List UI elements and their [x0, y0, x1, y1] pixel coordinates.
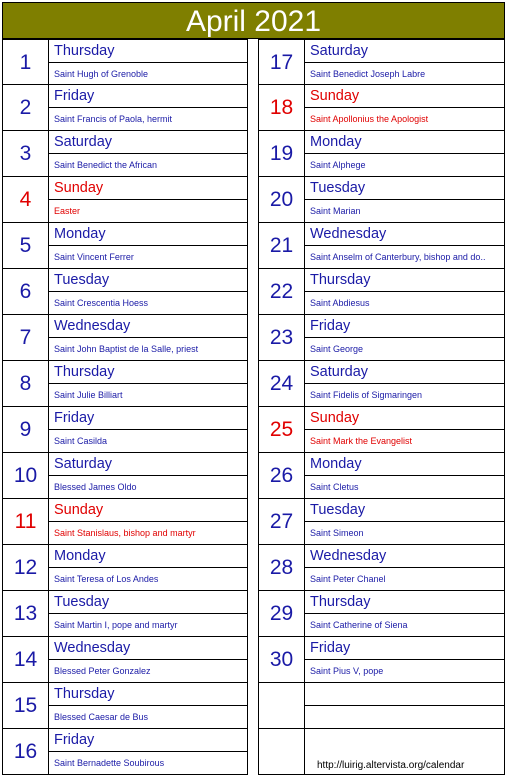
saint-of-day: Saint Benedict Joseph Labre	[310, 69, 426, 79]
weekday-name: Tuesday	[49, 591, 247, 614]
day-row	[258, 361, 505, 407]
saint-of-day: Saint Peter Chanel	[310, 574, 386, 584]
saint-of-day: Saint Cletus	[310, 482, 359, 492]
day-number: 23	[259, 315, 305, 360]
weekday-name	[305, 729, 504, 752]
saint-of-day: Saint Teresa of Los Andes	[54, 574, 159, 584]
weekday-name: Monday	[49, 223, 247, 246]
weekday-name: Sunday	[49, 499, 247, 522]
weekday-name: Saturday	[49, 453, 247, 476]
day-number: 11	[3, 499, 49, 544]
weekday-name: Friday	[305, 637, 504, 660]
day-row	[258, 269, 505, 315]
day-number: 2	[3, 85, 49, 130]
day-row	[2, 499, 248, 545]
day-number: 7	[3, 315, 49, 360]
day-number: 15	[3, 683, 49, 728]
day-row	[258, 223, 505, 269]
weekday-name: Monday	[305, 131, 504, 154]
saint-of-day: Saint Abdiesus	[310, 298, 370, 308]
weekday-name: Wednesday	[305, 223, 504, 246]
weekday-name: Saturday	[49, 131, 247, 154]
day-number: 17	[259, 40, 305, 85]
saint-of-day: Saint Casilda	[54, 436, 108, 446]
saint-of-day: Saint Apollonius the Apologist	[310, 114, 429, 124]
day-number: 20	[259, 177, 305, 222]
day-row	[2, 637, 248, 683]
weekday-name: Tuesday	[305, 177, 504, 200]
day-row	[2, 39, 248, 85]
saint-of-day: Saint Mark the Evangelist	[310, 436, 413, 446]
saint-of-day: Saint John Baptist de la Salle, priest	[54, 344, 199, 354]
weekday-name: Friday	[49, 729, 247, 752]
weekday-name: Thursday	[305, 591, 504, 614]
saint-of-day: Saint George	[310, 344, 364, 354]
weekday-name: Monday	[49, 545, 247, 568]
saint-of-day: Saint Alphege	[310, 160, 366, 170]
day-number: 1	[3, 40, 49, 85]
day-number: 14	[3, 637, 49, 682]
day-row	[258, 177, 505, 223]
day-row	[258, 591, 505, 637]
day-row	[2, 683, 248, 729]
day-number: 6	[3, 269, 49, 314]
right-column	[258, 39, 505, 775]
weekday-name: Tuesday	[305, 499, 504, 522]
saint-of-day: Blessed Caesar de Bus	[54, 712, 149, 722]
weekday-name: Sunday	[49, 177, 247, 200]
saint-of-day: Saint Vincent Ferrer	[54, 252, 134, 262]
day-row	[2, 315, 248, 361]
footer-url: http://luirig.altervista.org/calendar	[317, 760, 465, 771]
day-row	[258, 637, 505, 683]
saint-of-day: Saint Hugh of Grenoble	[54, 69, 149, 79]
saint-of-day: Saint Marian	[310, 206, 361, 216]
day-number: 19	[259, 131, 305, 176]
day-number: 12	[3, 545, 49, 590]
day-number: 27	[259, 499, 305, 544]
day-row	[258, 499, 505, 545]
saint-of-day: Saint Anselm of Canterbury, bishop and do..	[310, 252, 486, 262]
weekday-name	[305, 683, 504, 706]
day-number: 26	[259, 453, 305, 498]
day-number: 10	[3, 453, 49, 498]
day-row	[2, 131, 248, 177]
day-number: 3	[3, 131, 49, 176]
day-number: 18	[259, 85, 305, 130]
day-row	[2, 223, 248, 269]
weekday-name: Tuesday	[49, 269, 247, 292]
day-number: 28	[259, 545, 305, 590]
weekday-name: Friday	[49, 407, 247, 430]
saint-of-day: Blessed Peter Gonzalez	[54, 666, 151, 676]
weekday-name: Saturday	[305, 40, 504, 63]
weekday-name: Wednesday	[305, 545, 504, 568]
weekday-name: Thursday	[49, 361, 247, 384]
saint-of-day: Blessed James Oldo	[54, 482, 137, 492]
day-row	[2, 361, 248, 407]
saint-of-day	[305, 706, 504, 728]
day-row	[2, 177, 248, 223]
weekday-name: Monday	[305, 453, 504, 476]
saint-of-day: Saint Fidelis of Sigmaringen	[310, 390, 423, 400]
day-number: 29	[259, 591, 305, 636]
day-row	[258, 683, 505, 729]
saint-of-day: Saint Stanislaus, bishop and martyr	[54, 528, 196, 538]
day-number: 24	[259, 361, 305, 406]
calendar-title: April 2021	[2, 2, 505, 39]
saint-of-day: Easter	[54, 206, 81, 216]
day-row	[2, 85, 248, 131]
day-number: 8	[3, 361, 49, 406]
day-number: 5	[3, 223, 49, 268]
day-number: 13	[3, 591, 49, 636]
weekday-name: Thursday	[305, 269, 504, 292]
saint-of-day: Saint Benedict the African	[54, 160, 158, 170]
day-row	[258, 453, 505, 499]
weekday-name: Friday	[49, 85, 247, 108]
day-row	[258, 39, 505, 85]
day-number: 30	[259, 637, 305, 682]
day-row	[2, 545, 248, 591]
day-number: 16	[3, 729, 49, 774]
weekday-name: Thursday	[49, 40, 247, 63]
day-row	[258, 545, 505, 591]
day-number: 9	[3, 407, 49, 452]
left-column	[2, 39, 248, 775]
weekday-name: Wednesday	[49, 637, 247, 660]
day-number: 25	[259, 407, 305, 452]
weekday-name: Sunday	[305, 85, 504, 108]
weekday-name: Sunday	[305, 407, 504, 430]
weekday-name: Friday	[305, 315, 504, 338]
day-number: 4	[3, 177, 49, 222]
day-row	[258, 131, 505, 177]
saint-of-day: Saint Martin I, pope and martyr	[54, 620, 178, 630]
day-number: 21	[259, 223, 305, 268]
day-row	[258, 407, 505, 453]
day-row	[2, 453, 248, 499]
day-row	[2, 407, 248, 453]
day-row	[2, 269, 248, 315]
day-row	[2, 729, 248, 775]
saint-of-day: Saint Catherine of Siena	[310, 620, 408, 630]
saint-of-day: Saint Francis of Paola, hermit	[54, 114, 173, 124]
saint-of-day: Saint Julie Billiart	[54, 390, 123, 400]
weekday-name: Wednesday	[49, 315, 247, 338]
day-number: 22	[259, 269, 305, 314]
saint-of-day: Saint Pius V, pope	[310, 666, 384, 676]
day-number	[259, 729, 305, 774]
saint-of-day: Saint Simeon	[310, 528, 364, 538]
weekday-name: Thursday	[49, 683, 247, 706]
day-number	[259, 683, 305, 728]
saint-of-day: Saint Crescentia Hoess	[54, 298, 149, 308]
day-row	[258, 315, 505, 361]
day-row	[258, 85, 505, 131]
day-row	[2, 591, 248, 637]
saint-of-day: Saint Bernadette Soubirous	[54, 758, 165, 768]
weekday-name: Saturday	[305, 361, 504, 384]
